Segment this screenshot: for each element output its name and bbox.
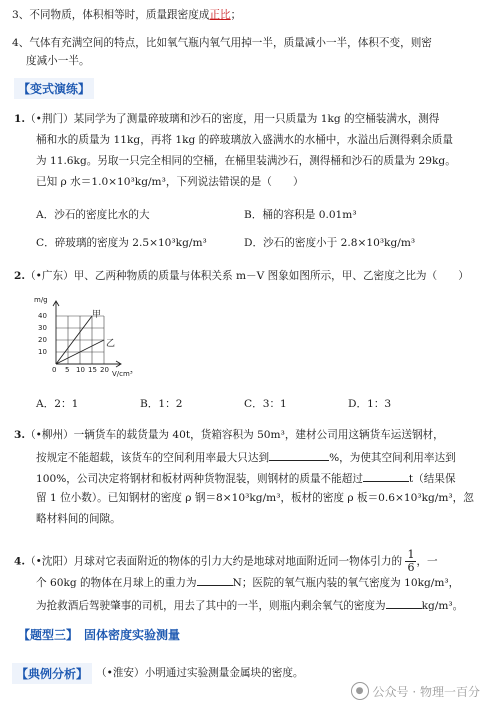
q3-line2-text: 按规定不能超载，该货车的空间利用率最大只达到 [36, 452, 270, 464]
q2-option-a: A．2：1 [36, 398, 79, 410]
fraction-numerator: 1 [407, 548, 415, 561]
q4-blank-1[interactable] [197, 574, 233, 586]
q2-option-c: C．3：1 [244, 398, 287, 410]
graph-xtick-10: 10 [76, 366, 85, 374]
graph-x-axis-label: V/cm³ [112, 370, 133, 378]
q1-line2: 桶和水的质量为 11kg，再将 1kg 的碎玻璃放入盛满水的水桶中，水溢出后测得剩余质量 [36, 134, 453, 146]
intro-line-3-text: 3、不同物质，体积相等时，质量跟密度成 [12, 9, 210, 21]
intro-line-3-suffix: ； [230, 9, 242, 21]
q3-line4: 留 1 位小数）。已知钢材的密度 ρ 钢＝8×10³kg/m³，板材的密度 ρ 板＝0.6×10³kg/m³，忽 [36, 492, 474, 504]
q2-option-d: D．1：3 [348, 398, 392, 410]
highlighted-answer: 正比 [209, 9, 231, 21]
watermark [351, 682, 480, 700]
q3-line5: 略材料间的间隙。 [36, 513, 121, 525]
q1-line1-text: （•荆门）某同学为了测量碎玻璃和沙石的密度，用一只质量为 1kg 的空桶装满水，测得 [25, 113, 440, 125]
graph-ytick-30: 30 [38, 324, 47, 332]
intro-line-4a: 4、气体有充满空间的特点，比如氧气瓶内氧气用掉一半，质量减小一半，体积不变，则密 [12, 37, 432, 49]
q1-line1 [14, 112, 439, 126]
q1-option-a: A．沙石的密度比水的大 [36, 209, 150, 221]
q1-option-b: B．桶的容积是 0.01m³ [244, 209, 357, 221]
section-heading-example: 【典例分析】 [12, 663, 92, 684]
q4-line3 [36, 597, 463, 613]
q4-line2 [36, 574, 459, 590]
q4-line2-mid: N；医院的氧气瓶内装的氧气密度为 10kg/m³， [232, 577, 460, 589]
q3-blank-2[interactable] [363, 470, 409, 482]
section-heading-practice: 【变式演练】 [14, 78, 94, 99]
q2-line1 [14, 269, 469, 283]
wechat-icon: ● [351, 682, 369, 700]
graph-ytick-40: 40 [38, 312, 47, 320]
q4-blank-2[interactable] [386, 597, 422, 609]
example-text: （•淮安）小明通过实验测量金属块的密度。 [96, 667, 304, 679]
q1-option-c: C．碎玻璃的密度为 2.5×10³kg/m³ [36, 237, 207, 249]
q4-line1-text: （•沈阳）月球对它表面附近的物体的引力大约是地球对地面附近同一物体引力的 [25, 555, 403, 568]
q4-number: 4. [14, 555, 26, 568]
watermark-text: 公众号 · 物理一百分 [372, 684, 480, 699]
q3-line1 [14, 428, 444, 442]
q3-line2-suffix: %，为使其空间利用率达到 [329, 452, 456, 464]
q4-line2-text: 个 60kg 的物体在月球上的重力为 [36, 577, 197, 589]
q4-line3-text: 为抢救酒后驾驶肇事的司机，用去了其中的一半，则瓶内剩余氧气的密度为 [36, 600, 386, 612]
q3-line3 [36, 470, 456, 486]
graph-xtick-20: 20 [100, 366, 109, 374]
graph-xtick-0: 0 [52, 366, 57, 374]
graph-axes [53, 301, 121, 367]
intro-line-3 [12, 8, 241, 22]
q3-line3-text: 100%，公司决定将钢材和板材两种货物混装，则钢材的质量不能超过 [36, 473, 363, 485]
q4-line1 [14, 549, 438, 574]
fraction-denominator: 6 [407, 561, 415, 574]
section-heading-type3: 【题型三】 固体密度实验测量 [18, 628, 181, 642]
graph-label-jia: 甲 [92, 310, 102, 320]
q3-blank-1[interactable] [269, 449, 329, 461]
q2-number: 2. [14, 270, 26, 282]
graph-xtick-5: 5 [65, 366, 70, 374]
q1-line3: 为 11.6kg。另取一只完全相同的空桶，在桶里装满沙石，测得桶和沙石的质量为 29kg。 [36, 155, 456, 167]
graph-grid [56, 316, 104, 364]
q1-number: 1. [14, 113, 26, 125]
q2-option-b: B．1：2 [140, 398, 183, 410]
q4-line3-suffix: kg/m³。 [421, 600, 464, 612]
q3-line1-text: （•柳州）一辆货车的载货量为 40t，货箱容积为 50m³，建材公司用这辆货车运送钢材， [25, 429, 444, 441]
q3-line2 [36, 449, 456, 465]
graph-ytick-10: 10 [38, 348, 47, 356]
graph-y-axis-label: m/g [34, 296, 48, 304]
graph-ytick-20: 20 [38, 336, 47, 344]
graph-label-yi: 乙 [106, 339, 116, 349]
intro-line-4b: 度减小一半。 [26, 55, 90, 67]
q4-line1-suffix: ，一 [416, 555, 438, 568]
fraction-one-sixth [405, 549, 416, 574]
q1-line4: 已知 ρ 水＝1.0×10³kg/m³，下列说法错误的是（ ） [36, 176, 304, 188]
graph-xtick-15: 15 [88, 366, 97, 374]
q3-line3-suffix: t（结果保 [408, 473, 456, 485]
q2-line1-text: （•广东）甲、乙两种物质的质量与体积关系 m－V 图象如图所示，甲、乙密度之比为（ ） [25, 270, 469, 282]
q3-number: 3. [14, 429, 26, 441]
q1-option-d: D．沙石的密度小于 2.8×10³kg/m³ [244, 237, 416, 249]
